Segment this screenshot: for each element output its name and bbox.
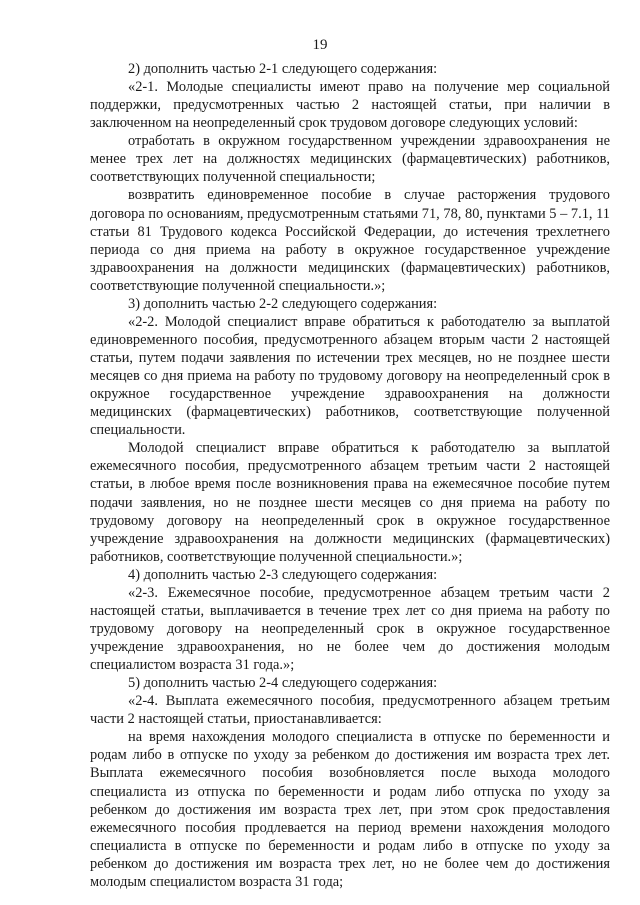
paragraph: «2-2. Молодой специалист вправе обратиться к работодателю за выплатой единовременного пособия, предусмотренного абзацем вторым части 2 настоящей статьи, путем подачи заявления по истечении трех месяцев, но не позднее шести месяцев со дня приема на работу по трудовому договору на неопределенный срок в окружное государственное учреждение здравоохранения на должности медицинских (фармацевтических) работников, соответствующие полученной специальности.	[90, 313, 610, 439]
paragraph: отработать в окружном государственном учреждении здравоохранения не менее трех лет на должностях медицинских (фармацевтических) работников, соответствующих полученной специальности;	[90, 133, 610, 186]
document-body	[90, 60, 610, 891]
paragraph: 3) дополнить частью 2-2 следующего содержания:	[128, 295, 438, 312]
page-number: 19	[312, 37, 328, 53]
paragraph: возвратить единовременное пособие в случае расторжения трудового договора по основаниям, предусмотренным статьями 71, 78, 80, пунктами 5 – 7.1, 11 статьи 81 Трудового кодекса Российской Федерации, до истечения трехлетнего периода со дня приема на работу в окружное государственное учреждение здравоохранения на должности медицинских (фармацевтических) работников, соответствующие полученной специальности.»;	[90, 187, 610, 294]
paragraph: Молодой специалист вправе обратиться к работодателю за выплатой ежемесячного пособия, предусмотренного абзацем третьим части 2 настоящей статьи, в любое время после возникновения права на ежемесячное пособие путем подачи заявления, но не позднее шести месяцев со дня приема на работу по трудовому договору на неопределенный срок в окружное государственное учреждение здравоохранения на должности медицинских (фармацевтических) работников, соответствующие полученной специальности.»;	[90, 440, 610, 565]
paragraph: «2-1. Молодые специалисты имеют право на получение мер социальной поддержки, предусмотренных частью 2 настоящей статьи, при наличии в заключенном на неопределенный срок трудовом договоре следующих условий:	[90, 79, 610, 132]
paragraph: «2-3. Ежемесячное пособие, предусмотренное абзацем третьим части 2 настоящей статьи, выплачивается в течение трех лет со дня приема на работу по трудовому договору на неопределенный срок в окружное государственное учреждение здравоохранения, но не более чем до достижения молодым специалистом возраста 31 года.»;	[90, 584, 610, 674]
paragraph: 5) дополнить частью 2-4 следующего содержания:	[128, 675, 438, 692]
paragraph: 4) дополнить частью 2-3 следующего содержания:	[128, 566, 438, 583]
paragraph: на время нахождения молодого специалиста в отпуске по беременности и родам либо в отпуске по уходу за ребенком до достижения им возраста трех лет. Выплата ежемесячного пособия возобновляется после выхода молодого специалиста из отпуска по беременности и родам либо отпуска по уходу за ребенком до достижения им возраста трех лет, при этом срок предоставления ежемесячного пособия продлевается на период времени нахождения молодого специалиста в отпуске по беременности и родам либо в отпуске по уходу за ребенком до достижения им возраста трех лет, но не более чем до достижения молодым специалистом возраста 31 года;	[90, 729, 610, 890]
paragraph: 2) дополнить частью 2-1 следующего содержания:	[128, 61, 438, 77]
paragraph: «2-4. Выплата ежемесячного пособия, предусмотренного абзацем третьим части 2 настоящей статьи, приостанавливается:	[90, 693, 610, 728]
